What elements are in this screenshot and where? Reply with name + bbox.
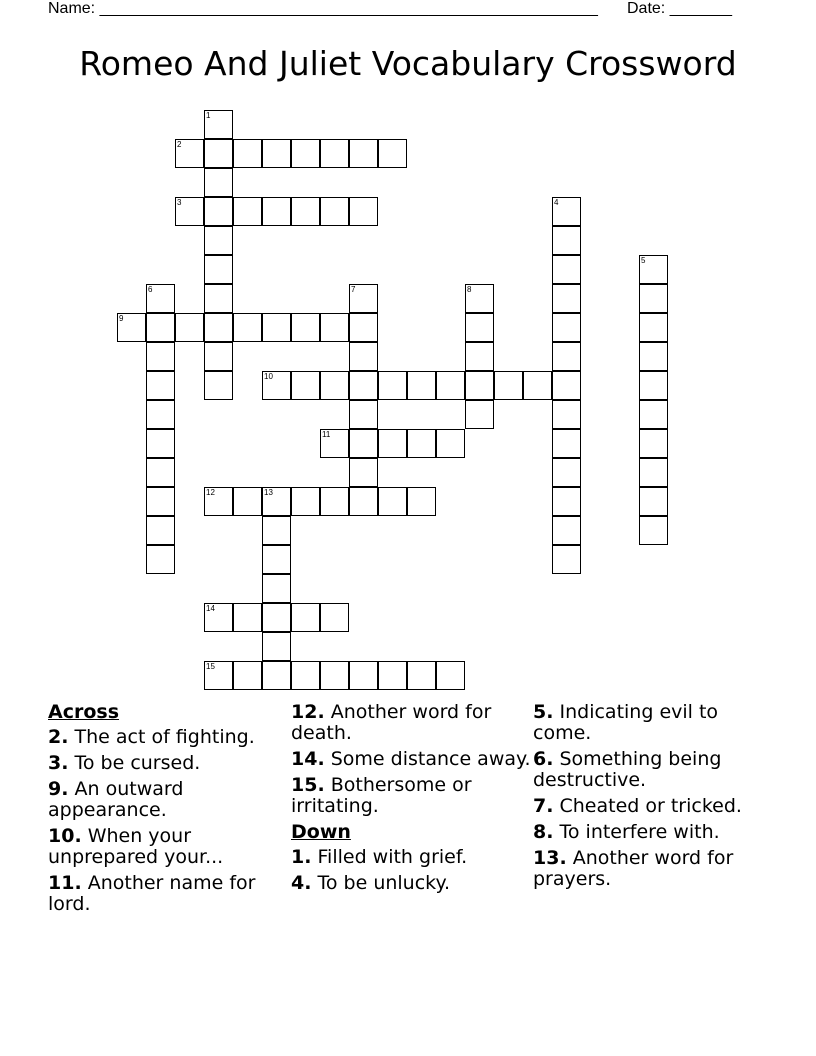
grid-cell[interactable] <box>407 371 436 400</box>
grid-cell[interactable] <box>233 313 262 342</box>
grid-cell[interactable] <box>378 139 407 168</box>
grid-cell[interactable] <box>204 139 233 168</box>
grid-cell[interactable] <box>349 487 378 516</box>
grid-cell[interactable] <box>320 487 349 516</box>
date-field-label: Date: _______ <box>627 0 732 17</box>
grid-cell[interactable] <box>552 226 581 255</box>
grid-cell[interactable] <box>465 342 494 371</box>
grid-cell[interactable] <box>436 429 465 458</box>
grid-cell[interactable] <box>291 661 320 690</box>
clue-across-3: 3. To be cursed. <box>48 752 201 774</box>
clue-number: 6 <box>148 285 153 294</box>
clue-across-14: 14. Some distance away. <box>291 748 531 770</box>
grid-cell[interactable] <box>204 255 233 284</box>
clue-number: 1 <box>206 111 211 120</box>
grid-cell[interactable] <box>349 342 378 371</box>
grid-cell[interactable] <box>291 313 320 342</box>
clue-down-7: 7. Cheated or tricked. <box>533 795 742 817</box>
clue-number: 12 <box>206 488 215 497</box>
clue-down-4: 4. To be unlucky. <box>291 872 451 894</box>
clue-number: 13 <box>264 488 273 497</box>
grid-cell[interactable] <box>552 487 581 516</box>
grid-cell[interactable] <box>204 197 233 226</box>
clue-number: 10 <box>264 372 273 381</box>
grid-cell[interactable] <box>349 313 378 342</box>
grid-cell[interactable] <box>465 400 494 429</box>
grid-cell[interactable] <box>233 197 262 226</box>
grid-cell[interactable] <box>291 371 320 400</box>
clue-down-1: 1. Filled with grief. <box>291 846 468 868</box>
grid-cell[interactable] <box>146 458 175 487</box>
clue-across-11: 11. Another name for lord. <box>48 872 256 915</box>
grid-cell[interactable] <box>639 371 668 400</box>
grid-cell[interactable] <box>552 313 581 342</box>
grid-cell[interactable] <box>436 371 465 400</box>
grid-cell[interactable] <box>465 313 494 342</box>
grid-cell[interactable] <box>552 458 581 487</box>
grid-cell[interactable] <box>146 487 175 516</box>
grid-cell[interactable] <box>204 226 233 255</box>
clue-column-2 <box>291 702 531 899</box>
grid-cell[interactable] <box>639 458 668 487</box>
grid-cell[interactable] <box>320 603 349 632</box>
grid-cell[interactable] <box>349 139 378 168</box>
grid-cell[interactable] <box>378 661 407 690</box>
grid-cell[interactable] <box>204 284 233 313</box>
grid-cell[interactable] <box>146 400 175 429</box>
grid-cell[interactable] <box>320 661 349 690</box>
grid-cell[interactable] <box>378 371 407 400</box>
grid-cell[interactable] <box>291 603 320 632</box>
grid-cell[interactable] <box>639 313 668 342</box>
grid-cell[interactable] <box>262 574 291 603</box>
grid-cell[interactable] <box>262 632 291 661</box>
grid-cell[interactable] <box>146 516 175 545</box>
grid-cell[interactable] <box>552 516 581 545</box>
grid-cell[interactable] <box>233 139 262 168</box>
grid-cell[interactable] <box>349 429 378 458</box>
clue-number: 2 <box>177 140 182 149</box>
grid-cell[interactable] <box>262 661 291 690</box>
clue-down-13: 13. Another word for prayers. <box>533 847 734 890</box>
grid-cell[interactable] <box>639 284 668 313</box>
grid-cell[interactable] <box>436 661 465 690</box>
clue-number: 3 <box>177 198 182 207</box>
grid-cell[interactable] <box>320 371 349 400</box>
grid-cell[interactable] <box>407 661 436 690</box>
grid-cell[interactable] <box>378 429 407 458</box>
grid-cell[interactable] <box>204 313 233 342</box>
grid-cell[interactable] <box>146 545 175 574</box>
clue-down-5: 5. Indicating evil to come. <box>533 701 719 744</box>
grid-cell[interactable] <box>262 516 291 545</box>
clue-across-2: 2. The act of fighting. <box>48 726 255 748</box>
grid-cell[interactable] <box>262 603 291 632</box>
clue-across-10: 10. When your unprepared your... <box>48 825 224 868</box>
grid-cell[interactable] <box>146 342 175 371</box>
grid-cell[interactable] <box>233 603 262 632</box>
grid-cell[interactable] <box>349 661 378 690</box>
grid-cell[interactable] <box>349 400 378 429</box>
grid-cell[interactable] <box>320 139 349 168</box>
clue-column-3 <box>533 702 773 895</box>
grid-cell[interactable] <box>146 313 175 342</box>
clue-across-12: 12. Another word for death. <box>291 701 492 744</box>
clue-number: 8 <box>467 285 472 294</box>
grid-cell[interactable] <box>639 487 668 516</box>
grid-cell[interactable] <box>262 545 291 574</box>
grid-cell[interactable] <box>407 487 436 516</box>
grid-cell[interactable] <box>639 429 668 458</box>
grid-cell[interactable] <box>552 342 581 371</box>
clue-number: 7 <box>351 285 356 294</box>
clue-down-6: 6. Something being destructive. <box>533 748 722 791</box>
grid-cell[interactable] <box>204 342 233 371</box>
grid-cell[interactable] <box>639 516 668 545</box>
grid-cell[interactable] <box>523 371 552 400</box>
clue-number: 4 <box>554 198 559 207</box>
grid-cell[interactable] <box>349 197 378 226</box>
grid-cell[interactable] <box>552 255 581 284</box>
grid-cell[interactable] <box>291 139 320 168</box>
grid-cell[interactable] <box>291 197 320 226</box>
grid-cell[interactable] <box>262 313 291 342</box>
grid-cell[interactable] <box>320 197 349 226</box>
clue-down-8: 8. To interfere with. <box>533 821 720 843</box>
grid-cell[interactable] <box>320 313 349 342</box>
grid-cell[interactable] <box>494 371 523 400</box>
grid-cell[interactable] <box>204 371 233 400</box>
grid-cell[interactable] <box>552 545 581 574</box>
clue-across-9: 9. An outward appearance. <box>48 778 184 821</box>
grid-cell[interactable] <box>262 197 291 226</box>
grid-cell[interactable] <box>349 458 378 487</box>
grid-cell[interactable] <box>204 168 233 197</box>
grid-cell[interactable] <box>349 371 378 400</box>
grid-cell[interactable] <box>552 284 581 313</box>
clue-number: 11 <box>322 430 331 439</box>
grid-cell[interactable] <box>552 371 581 400</box>
grid-cell[interactable] <box>639 400 668 429</box>
grid-cell[interactable] <box>146 371 175 400</box>
down-heading: Down <box>291 821 351 843</box>
grid-cell[interactable] <box>378 487 407 516</box>
name-field-label: Name: ________________________________________________________ <box>48 0 598 17</box>
page-title: Romeo And Juliet Vocabulary Crossword <box>79 44 737 83</box>
clue-number: 9 <box>119 314 124 323</box>
grid-cell[interactable] <box>146 429 175 458</box>
clue-number: 14 <box>206 604 215 613</box>
clue-number: 5 <box>641 256 646 265</box>
grid-cell[interactable] <box>291 487 320 516</box>
grid-cell[interactable] <box>552 429 581 458</box>
grid-cell[interactable] <box>233 661 262 690</box>
grid-cell[interactable] <box>233 487 262 516</box>
grid-cell[interactable] <box>262 139 291 168</box>
grid-cell[interactable] <box>465 371 494 400</box>
clue-across-15: 15. Bothersome or irritating. <box>291 774 472 817</box>
grid-cell[interactable] <box>175 313 204 342</box>
clue-number: 15 <box>206 662 215 671</box>
grid-cell[interactable] <box>639 342 668 371</box>
grid-cell[interactable] <box>552 400 581 429</box>
clue-column-1 <box>48 702 288 920</box>
grid-cell[interactable] <box>407 429 436 458</box>
across-heading: Across <box>48 701 120 723</box>
